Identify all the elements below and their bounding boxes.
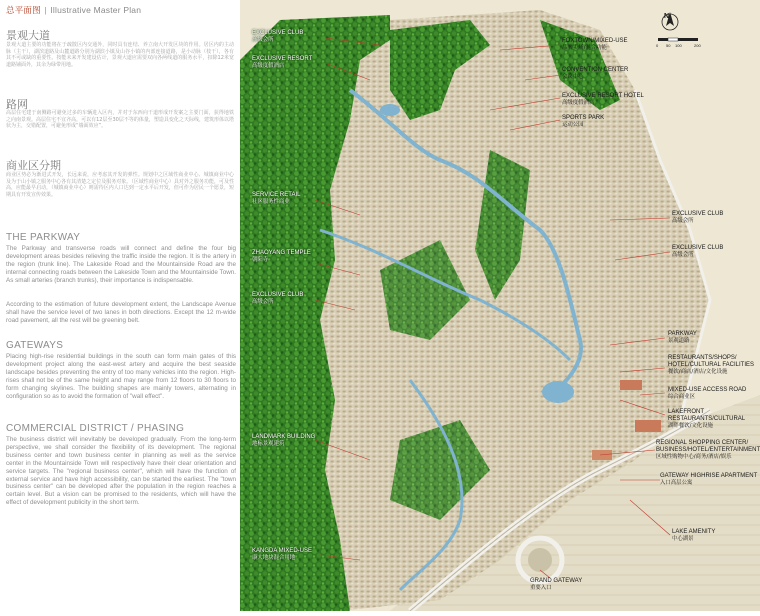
gateway-center — [528, 548, 552, 572]
north-label: N — [664, 13, 670, 20]
central-lake — [542, 381, 574, 403]
district-cn-title: 商业区分期 — [6, 159, 61, 172]
label-lake-amenity: LAKE AMENITY 中心湖景 — [672, 529, 716, 542]
parkway-en-title: THE PARKWAY — [6, 232, 81, 243]
label-lakefront: LAKEFRONT RESTAURANTS/CULTURAL 湖畔餐饮/文化设施 — [668, 409, 746, 429]
label-landmark-building: LANDMARK BUILDING 地标景观建筑 — [252, 434, 316, 447]
label-convention-center: CONVENTION CENTER 会议中心 — [562, 67, 629, 80]
gateways-title: GATEWAYS — [6, 340, 64, 351]
site-plan-drawing — [240, 0, 760, 611]
label-mixed-use-access: MIXED-USE ACCESS ROAD 综合商业区 — [668, 387, 747, 400]
master-plan-map — [240, 0, 760, 611]
label-service-retail: SERVICE RETAIL 社区服务性商业 — [252, 192, 301, 205]
label-foxtown: FOXTOWN/MIXED-USE 品牌卖场/混合功能 — [562, 38, 628, 51]
gateways-body: Placing high-rise residential buildings in the south can form main gates of this development project along the east-west artery and acquire the best seaside landscape besides preventing the entry of too many vehicles into the region. High-rises shall not be of the same height and may range from 12 floors to 30 floors to form changing skylines. The building shapes are mainly towers, alternating in configuration so as to avoid the formation of "wall effect". — [6, 353, 236, 400]
label-exclusive-club-w: EXCLUSIVE CLUB 高级会所 — [252, 292, 304, 305]
scale-tick-0: 0 — [656, 43, 659, 48]
label-sports-park: SPORTS PARK 运动公园 — [562, 115, 605, 128]
label-regional-shopping: REGIONAL SHOPPING CENTER/ BUSINESS/HOTEL/ENTERTAINMENT 区域性购物中心/商务/酒店/娱乐 — [656, 440, 760, 460]
label-exclusive-club-e1: EXCLUSIVE CLUB 高级会所 — [672, 211, 724, 224]
label-grand-gateway: GRAND GATEWAY 重要入口 — [530, 578, 583, 591]
parkway-cn-title: 景观大道 — [6, 29, 50, 42]
commercial-block — [635, 420, 661, 432]
north-pond — [380, 104, 400, 116]
scale-tick-200: 200 — [694, 43, 701, 48]
parkway-cn-body: 景观大道主要的功能将在于疏散区内交通外，同时具有连结、养立南大开发区块的作用。居区内的主动脉（主干），湖滨道路及山麓道路分别为湖滨小镇及山谷小镇的内部连接道路，是小动脉（枝干），各有其不可或缺的重要性。按能未来开发建设估计，景观大道应需要双向各两线道的服务水平，扣除12米宽道路铺面外，其余为绿带用地。 — [6, 42, 234, 68]
label-exclusive-club-e2: EXCLUSIVE CLUB 高级会所 — [672, 245, 724, 258]
label-resort-hotel: EXCLUSIVE RESORT HOTEL 高级度假酒店 — [562, 93, 644, 106]
header-en: Illustrative Master Plan — [50, 5, 142, 15]
scale-bar — [658, 38, 698, 41]
road-cn-title: 路网 — [6, 98, 28, 111]
district-cn-body: 商业区势必为渐进式开发，长远来说，应考虑其开发的弹性。规划中之区域性商业中心、城镇商业中心及为于山小镇之服务中心各有其清楚之定位及服务对象。（区域性商业中心）具对外之服务功能，可及性高，应能最早启动，（城镇商业中心）则需待区内人口达到一定水平后开发，但可作为居民一个愿景，短期具有开发宣传效果。 — [6, 172, 234, 198]
commercial-title: COMMERCIAL DISTRICT / PHASING — [6, 423, 185, 434]
label-parkway: PARKWAY 景观道路 — [668, 331, 697, 344]
text-panel — [0, 0, 240, 611]
header-separator: | — [44, 5, 47, 15]
commercial-block — [620, 380, 642, 390]
label-kangda-mixed-use: KANGDA MIXED-USE 康大地块混合用地 — [252, 548, 313, 561]
commercial-body: The business district will inevitably be developed gradually. From the long-term perspective, we shall consider the flexibility of its development. The regional business center and town business center in planning as well as the service center in the Mountainside Town will respectively have their clear orientation and service targets. The "regional business center", which will have the function of external service and have high accessibility, can be started the earliest. The "town business center" can be developed after the population in the region reaches a certain level. But a vision can be promised to the residents, which will have the effect of development publicity in the short term. — [6, 436, 236, 507]
parkway-en-body: The Parkway and transverse roads will connect and define the four big development areas besides relieving the traffic inside the region. It is the artery in the region (trunk line). The Lakeside Road and the Mountainside Road are the internal connecting roads between the Lakeside Town and the Mountainside Town. As small arteries (branch trunks), their importance is indispensable. — [6, 245, 236, 284]
label-gateway-highrise: GATEWAY HIGHRISE APARTMENT 入口高层公寓 — [660, 473, 758, 486]
page-header — [6, 4, 141, 16]
header-cn: 总平面图 — [6, 5, 41, 15]
label-exclusive-club-nw: EXCLUSIVE CLUB 高级会所 — [252, 30, 304, 43]
label-restaurants: RESTAURANTS/SHOPS/ HOTEL/CULTURAL FACILITIES 餐饮/商店/酒店/文化设施 — [668, 355, 755, 375]
label-exclusive-resort: EXCLUSIVE RESORT 高级度假酒店 — [252, 56, 313, 69]
scale-tick-100: 100 — [675, 43, 682, 48]
scale-tick-50: 50 — [666, 43, 671, 48]
label-zhaoyang-temple: ZHAOYANG TEMPLE 朝阳寺 — [252, 250, 311, 263]
parkway-en-body-2: According to the estimation of future development extent, the Landscape Avenue shall have the service level of two lanes in both directions. Except the 12 m-wide road pavement, all the rest will be greening belt. — [6, 301, 236, 324]
road-cn-body: 高层住宅建于南侧路可避免过多的车辆进入区内，并对于东西向干道形成开发案之主要门面，获得地铁之向南景观。高层住宅不宜齐高，可以有12层至30层不等的体量，塑造具变化之天际线，建筑形体以塔状为主，交错配置，可避免形成“墙面效应”。 — [6, 110, 234, 130]
